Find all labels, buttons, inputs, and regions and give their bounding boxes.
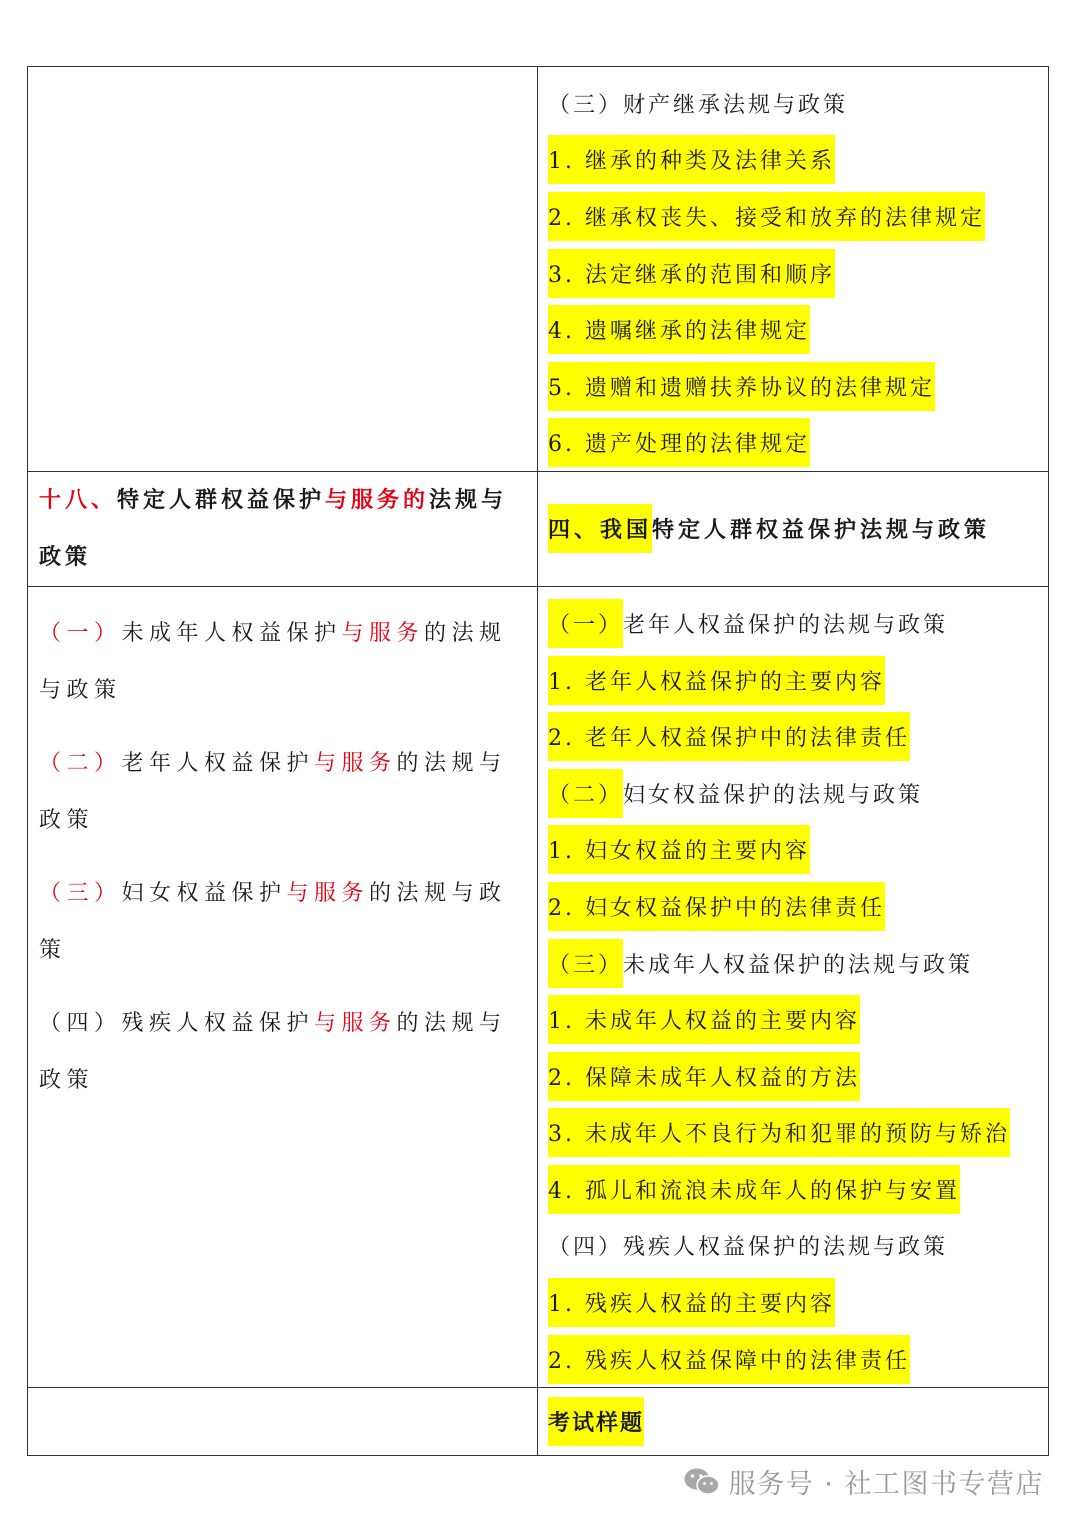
list-item: 3. 法定继承的范围和顺序 — [548, 245, 1048, 302]
group-title: （三） 未成年人权益保护的法规与政策 — [548, 935, 1048, 992]
list-item: 2. 老年人权益保护中的法律责任 — [548, 708, 1048, 765]
exam-samples-label: 考试样题 — [548, 1397, 644, 1446]
list-item: 1. 继承的种类及法律关系 — [548, 132, 1048, 189]
table-row — [28, 67, 1049, 472]
topic-paragraph: （二）老年人权益保护与服务的法规与政策 — [39, 751, 507, 834]
syllabus-table — [27, 66, 1049, 1456]
list-item: 6. 遗产处理的法律规定 — [548, 415, 1048, 472]
list-item: 2. 妇女权益保护中的法律责任 — [548, 878, 1048, 935]
cell-right-topics — [538, 587, 1049, 1388]
group-title: （四） 残疾人权益保护的法规与政策 — [548, 1235, 949, 1261]
footer-attribution — [683, 1462, 1044, 1501]
table-row — [28, 1388, 1049, 1456]
cell-inheritance — [538, 67, 1049, 472]
table-row — [28, 472, 1049, 587]
topic-paragraph: （三）妇女权益保护与服务的法规与政策 — [39, 881, 507, 964]
group-title: （二） 妇女权益保护的法规与政策 — [548, 765, 1048, 822]
topic-paragraph: （四）残疾人权益保护与服务的法规与政策 — [39, 1011, 507, 1094]
cell-chapter-right — [538, 472, 1049, 587]
list-item: 1. 妇女权益的主要内容 — [548, 822, 1048, 879]
group-title: （一） 老年人权益保护的法规与政策 — [548, 595, 1048, 652]
list-item: 2. 保障未成年人权益的方法 — [548, 1048, 1048, 1105]
footer-text: 服务号 · 社工图书专营店 — [728, 1469, 1044, 1500]
list-item: 5. 遗赠和遗赠扶养协议的法律规定 — [548, 358, 1048, 415]
topic-paragraph: （一）未成年人权益保护与服务的法规与政策 — [39, 621, 507, 704]
chapter-heading: 十八、特定人群权益保护与服务的法规与政策 — [39, 487, 508, 571]
section-title: （三）财产继承法规与政策 — [548, 92, 849, 118]
list-item: 1. 老年人权益保护的主要内容 — [548, 652, 1048, 709]
list-item: 2. 残疾人权益保障中的法律责任 — [548, 1331, 1048, 1388]
list-item: 1. 未成年人权益的主要内容 — [548, 991, 1048, 1048]
cell-exam-samples — [538, 1388, 1049, 1456]
list-item: 4. 遗嘱继承的法律规定 — [548, 301, 1048, 358]
list-item: 1. 残疾人权益的主要内容 — [548, 1274, 1048, 1331]
cell-left-empty — [28, 67, 538, 472]
list-item: 3. 未成年人不良行为和犯罪的预防与矫治 — [548, 1105, 1048, 1162]
cell-left-empty — [28, 1388, 538, 1456]
cell-chapter-left — [28, 472, 538, 587]
list-item: 4. 孤儿和流浪未成年人的保护与安置 — [548, 1161, 1048, 1218]
wechat-icon — [683, 1466, 721, 1498]
chapter-heading-right: 四、我国 特定人群权益保护法规与政策 — [538, 472, 1048, 584]
cell-left-topics — [28, 587, 538, 1388]
list-item: 2. 继承权丧失、接受和放弃的法律规定 — [548, 188, 1048, 245]
table-row — [28, 587, 1049, 1388]
